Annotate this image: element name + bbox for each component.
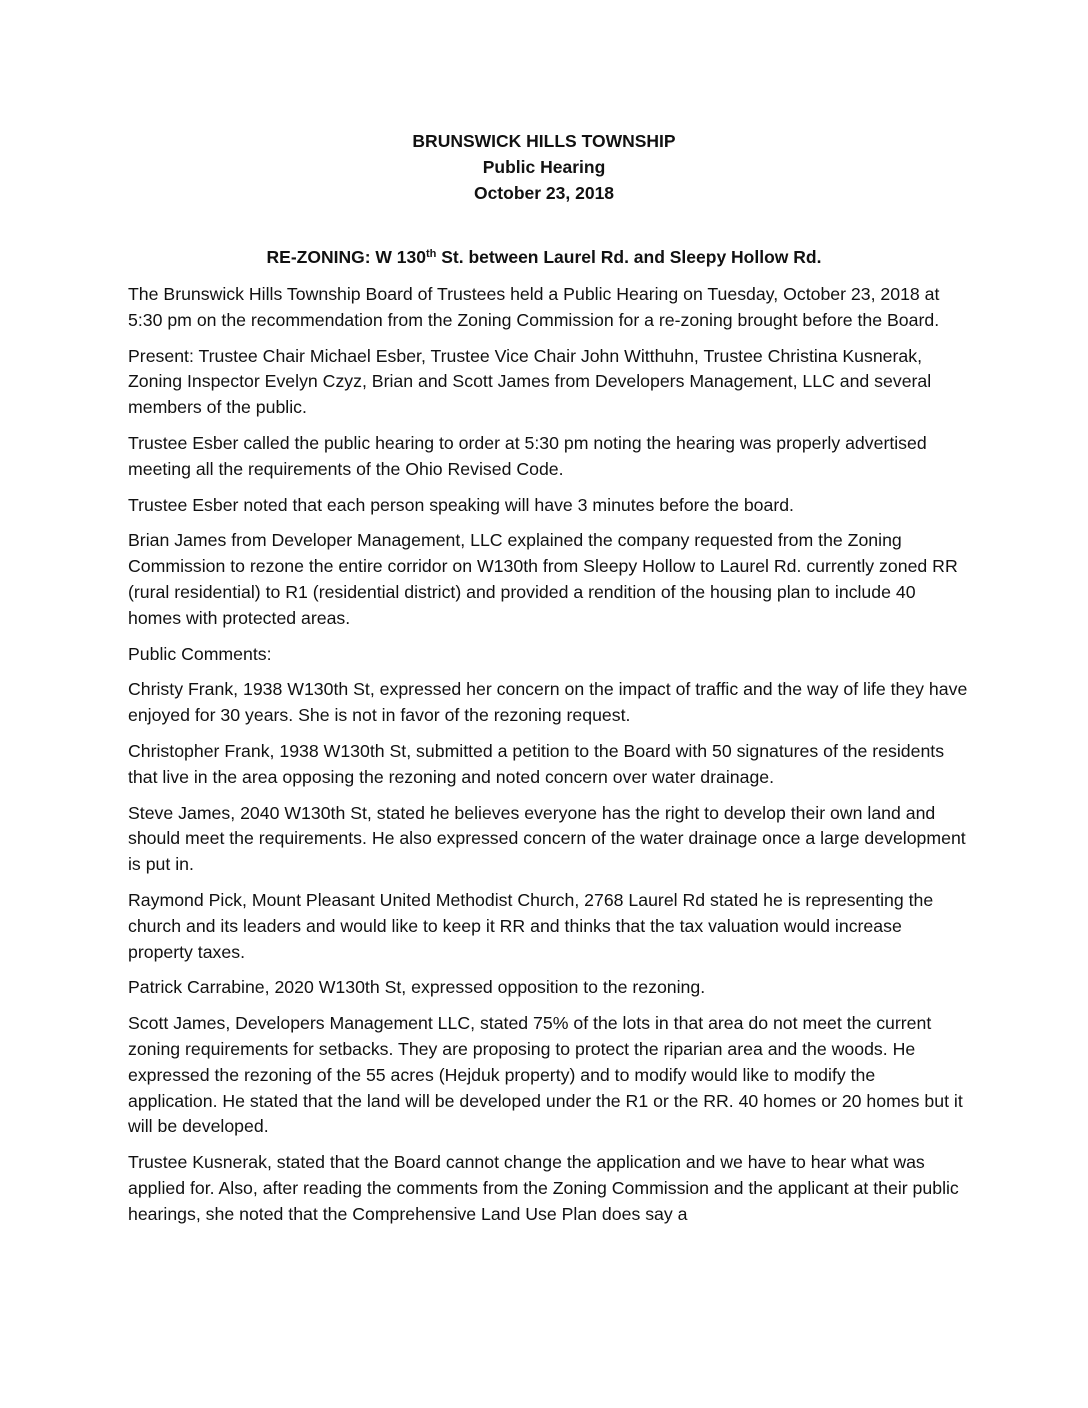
paragraph: Patrick Carrabine, 2020 W130th St, expressed opposition to the rezoning. [128, 977, 706, 998]
meeting-type: Public Hearing [482, 157, 606, 177]
paragraph: Christy Frank, 1938 W130th St, expressed her concern on the impact of traffic and the way of life they have enjoyed for 30 years. She is not in favor of the rezoning request. [128, 679, 968, 726]
document-header [0, 128, 1088, 206]
paragraph: Brian James from Developer Management, LLC explained the company requested from the Zoning Commission to rezone the entire corridor on W130th from Sleepy Hollow to Laurel Rd. currently zoned RR (rural residential) to R1 (residential district) and provided a rendition of the housing plan to include 40 homes with protected areas. [128, 530, 958, 628]
subject-superscript: th [426, 248, 437, 260]
paragraph: Steve James, 2040 W130th St, stated he believes everyone has the right to develop their own land and should meet the requirements. He also expressed concern of the water drainage once a large development is put in. [128, 802, 966, 875]
paragraph: Trustee Esber noted that each person speaking will have 3 minutes before the board. [128, 494, 794, 515]
subject-line [0, 244, 1088, 270]
paragraph: Public Comments: [128, 643, 272, 664]
paragraph: Trustee Kusnerak, stated that the Board cannot change the application and we have to hear what was applied for. Also, after reading the comments from the Zoning Commission and the applicant at their public hearings, she noted that the Comprehensive Land Use Plan does say a [128, 1152, 959, 1224]
paragraph: Trustee Esber called the public hearing to order at 5:30 pm noting the hearing was properly advertised meeting all the requirements of the Ohio Revised Code. [128, 432, 927, 479]
paragraph: Christopher Frank, 1938 W130th St, submitted a petition to the Board with 50 signatures of the residents that live in the area opposing the rezoning and noted concern over water drainage. [128, 740, 945, 787]
meeting-date: October 23, 2018 [473, 183, 615, 203]
paragraph: Scott James, Developers Management LLC, stated 75% of the lots in that area do not meet the current zoning requirements for setbacks. They are proposing to protect the riparian area and the woods. He expressed the rezoning of the 55 acres (Hejduk property) and to modify would like to modify the application. He stated that the land will be developed under the R1 or the RR. 40 homes or 20 homes but it will be developed. [128, 1013, 963, 1137]
paragraph: The Brunswick Hills Township Board of Trustees held a Public Hearing on Tuesday, October 23, 2018 at 5:30 pm on the recommendation from the Zoning Commission for a re-zoning brought before the Board. [128, 284, 940, 330]
organization-title: BRUNSWICK HILLS TOWNSHIP [412, 131, 676, 151]
paragraph: Raymond Pick, Mount Pleasant United Methodist Church, 2768 Laurel Rd stated he is representing the church and its leaders and would like to keep it RR and thinks that the tax valuation would increase property taxes. [128, 889, 934, 962]
subject-prefix: RE-ZONING: W 130 [266, 247, 426, 267]
paragraph: Present: Trustee Chair Michael Esber, Trustee Vice Chair John Witthuhn, Trustee Christina Kusnerak, Zoning Inspector Evelyn Czyz, Brian and Scott James from Developers Management, LLC and several members of the public. [128, 345, 932, 418]
document-body [128, 282, 968, 1238]
subject-suffix: St. between Laurel Rd. and Sleepy Hollow Rd. [436, 247, 822, 267]
